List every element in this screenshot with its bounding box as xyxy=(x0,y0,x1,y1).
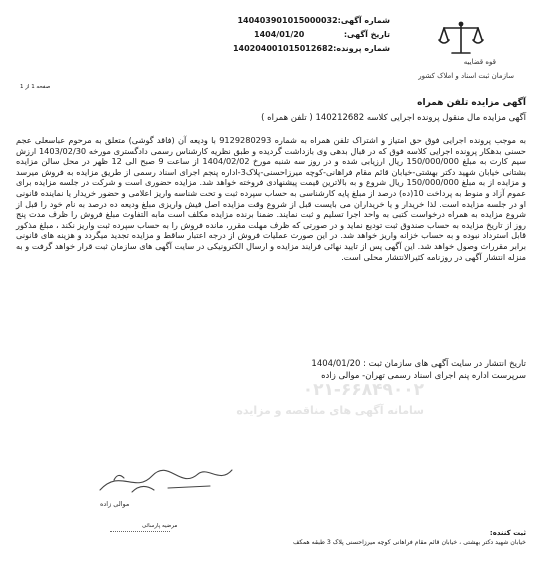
supervisor-line: سرپرست اداره پنم اجرای اسناد رسمی تهران- موالی زاده xyxy=(321,371,526,381)
publish-date: تاریخ انتشار در سایت آگهی های سازمان ثبت : 1404/01/20 xyxy=(311,359,526,369)
registrar-label: ثبت کننده: xyxy=(489,529,526,537)
notice-meta xyxy=(232,14,390,56)
signature-caption: موالی زاده xyxy=(100,500,130,508)
handwritten-signature-icon xyxy=(80,460,250,500)
notice-date-row xyxy=(254,28,390,42)
notice-date-value: 1404/01/20 xyxy=(254,30,305,39)
scales-emblem-icon xyxy=(438,20,484,58)
notice-number-label: شماره آگهی: xyxy=(337,16,390,25)
page-number: صفحه 1 از 1 xyxy=(20,84,51,90)
signature-block xyxy=(80,460,250,512)
watermark xyxy=(164,380,424,430)
notice-number-value: 140403901015000032 xyxy=(237,16,338,25)
office-address: خیابان شهید دکتر بهشتی ، خیابان قائم مقام فراهانی کوچه میرزاحسنی پلاک 3 طبقه همکف xyxy=(293,539,526,546)
registration-org-label: سازمان ثبت اسناد و املاک کشور xyxy=(418,72,514,80)
notice-date-label: تاریخ آگهی: xyxy=(343,30,390,39)
notice-number-row xyxy=(237,14,390,28)
registrar-name: مرضیه پارسائی xyxy=(142,523,178,529)
judiciary-logo xyxy=(408,20,518,90)
notice-title: آگهی مزایده تلفن همراه xyxy=(417,98,526,108)
publish-info xyxy=(226,358,526,382)
watermark-phone: ۰۲۱-۶۶۸۴۹۰۰۲ xyxy=(302,380,424,400)
notice-body: به موجب پرونده اجرایی فوق حق امتیاز و اشتراک تلفن همراه به شماره 9129280293 با ودیعه آن (فاقد گوشی) متعلق به مرحوم عباسعلی عجم حسنی بدهکار پرونده اجرایی کلاسه فوق که در قبال بدهی وی بازداشت گردیده و طبق نظریه کارشناس رسمی دادگستری مورخه 1403/02/30 ارزش سیم کارت به مبلغ 150/000/000 ریال ارزیابی شده و در روز سه شنبه مورخ 1404/02/02 از ساعت 9 صبح الی 12 ظهر در محل سالن مزایده بشتانی خیابان شهید دکتر بهشتی-خیابان قائم مقام فراهانی-کوچه میرزاحسنی-پلاک3-اداره پنجم اجرای اسناد رسمی از طریق مزایده به فروش میرسد و مزایده از به مبلغ 150/000/000 ریال شروع و به بالاترین قیمت پیشنهادی فروخته خواهد شد. مزایده حضوری است و شرکت در جلسه مزایده برای عموم آزاد و منوط به پرداخت 10(ده) درصد از مبلغ پایه کارشناسی به حساب سپرده ثبت و تحت شناسه واریز اعلامی و حضور خریدار یا نماینده قانونی او در جلسه مزایده است. لذا خریدار و یا خریداران می بایست قبل از شروع وقت مزایده اصل فیش واریزی مبلغ ودیعه ده درصد به نام خود را قبل از شروع مزایده به همراه درخواست کتبی به واحد اجرا تسلیم و ثبت نمایند. ضمنا برنده مزایده مکلف است مابه التفاوت مبلغ فروش را ظرف مدت پنج روز از تاریخ مزایده به حساب صندوق ثبت تودیع نماید و در صورتی که ظرف مهلت مقرر، مانده فروش را به حساب سپرده ثبت واریز نکند ، مبلغ مذکور قابل استرداد نبوده و به حساب خزانه واریز خواهد شد. در این صورت عملیات فروش از درجه اعتبار ساقط و مزایده تجدید میگردد و هزینه های قانونی برابر مقررات وصول خواهد شد. این آگهی پس از تایید نهائی فرایند مزایده و ارسال الکترونیکی در سایت آگهی های سازمان ثبت قرار خواهد گرفت و به منزله انتشار آگهی در روزنامه کثیرالانتشار محلی است. xyxy=(16,135,527,262)
watermark-site: سامانه آگهی های مناقصه و مزایده xyxy=(236,404,424,417)
footer xyxy=(16,528,526,548)
notice-subtitle: آگهی مزایده مال منقول پرونده اجرایی کلاسه 140212682 ( تلفن همراه ) xyxy=(261,113,526,123)
file-number-value: 140204001015012682 xyxy=(232,44,334,53)
judiciary-label: قوه قضاییه xyxy=(463,58,496,66)
file-number-label: شماره پرونده: xyxy=(333,44,390,53)
file-number-row xyxy=(232,42,390,56)
